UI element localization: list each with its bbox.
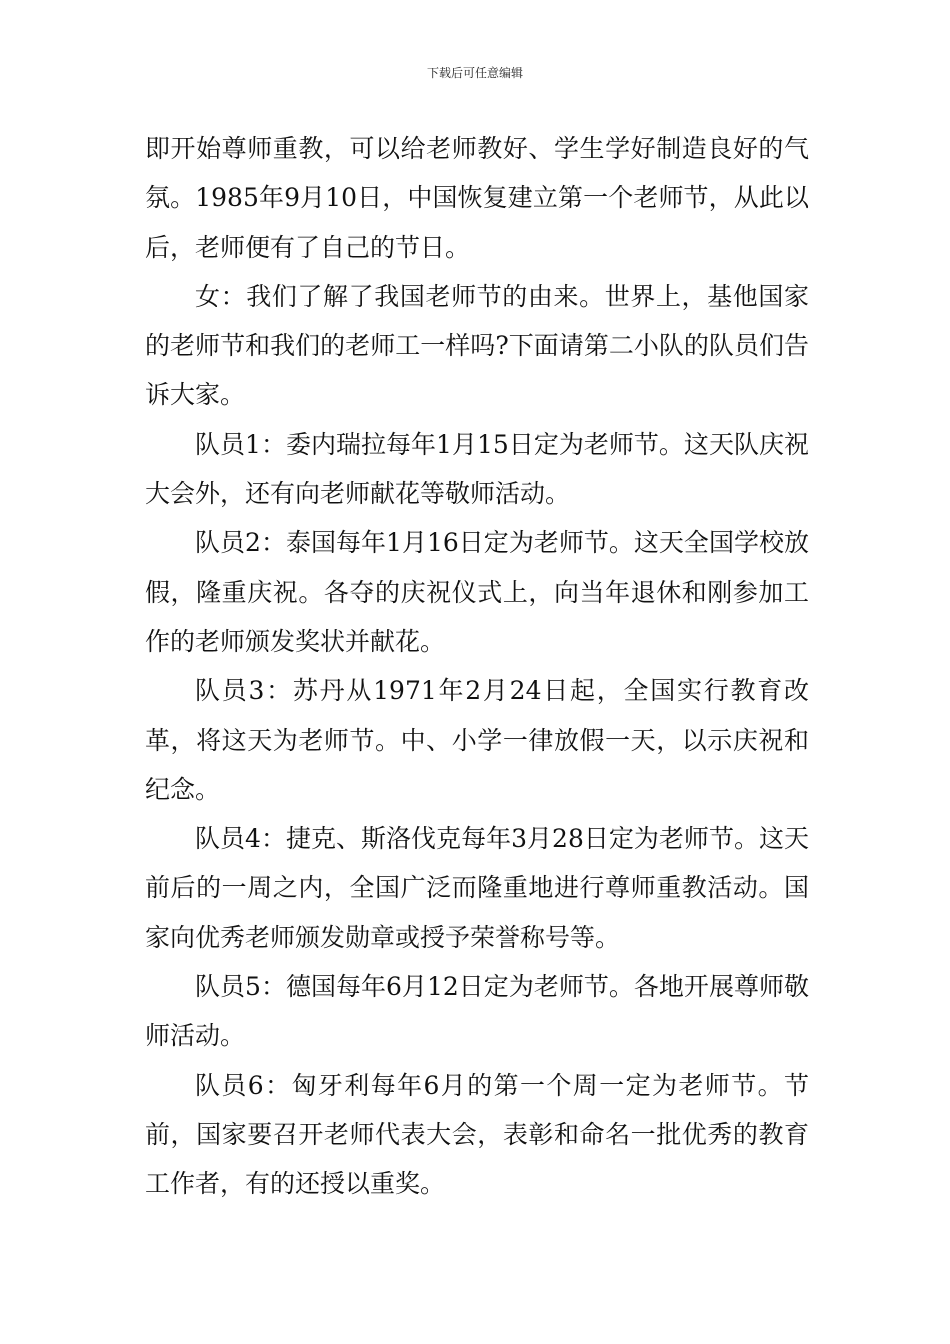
paragraph: 即开始尊师重教，可以给老师教好、学生学好制造良好的气氛。1985年9月10日，中国恢复建立第一个老师节，从此以后，老师便有了自己的节日。 [145,134,809,262]
paragraph: 女：我们了解了我国老师节的由来。世界上，基他国家的老师节和我们的老师工一样吗?下面请第二小队的队员们告诉大家。 [145,281,809,410]
page-header: 下载后可任意编辑 [426,66,523,80]
paragraph: 队员2：泰国每年1月16日定为老师节。这天全国学校放假，隆重庆祝。各夺的庆祝仪式上，向当年退休和刚参加工作的老师颁发奖状并献花。 [145,528,809,656]
document-body [145,124,809,1209]
paragraph: 队员4：捷克、斯洛伐克每年3月28日定为老师节。这天前后的一周之内，全国广泛而隆重地进行尊师重教活动。国家向优秀老师颁发勋章或授予荣誉称号等。 [145,824,809,952]
paragraph: 队员3：苏丹从1971年2月24日起，全国实行教育改革，将这天为老师节。中、小学一律放假一天，以示庆祝和纪念。 [145,676,809,804]
paragraph: 队员5：德国每年6月12日定为老师节。各地开展尊师敬师活动。 [145,972,809,1051]
paragraph: 队员1：委内瑞拉每年1月15日定为老师节。这天队庆祝大会外，还有向老师献花等敬师活动。 [145,429,809,509]
paragraph: 队员6：匈牙利每年6月的第一个周一定为老师节。节前，国家要召开老师代表大会，表彰和命名一批优秀的教育工作者，有的还授以重奖。 [145,1070,809,1199]
